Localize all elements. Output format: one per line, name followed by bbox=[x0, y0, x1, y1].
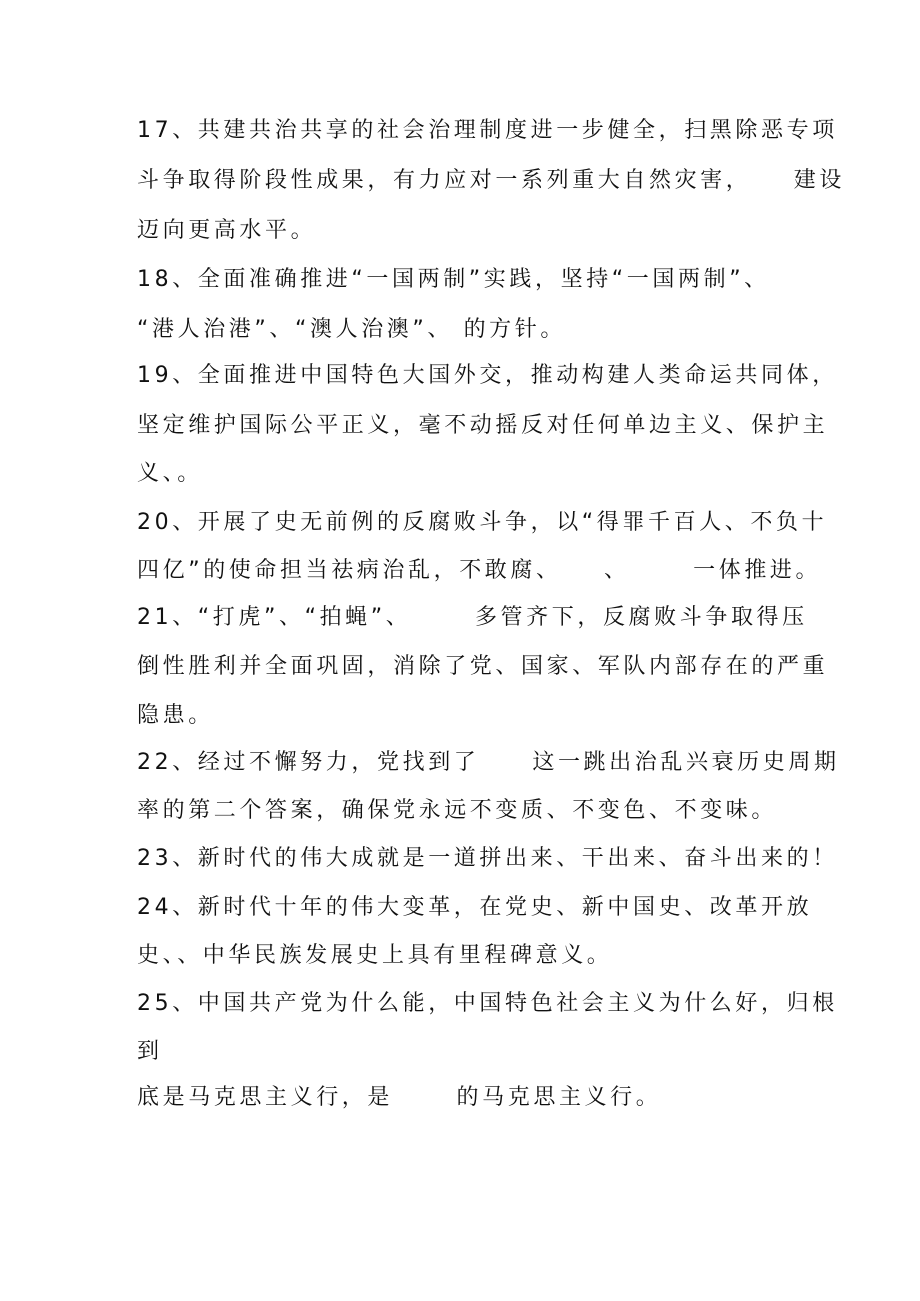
text-line: 倒性胜利并全面巩固，消除了党、国家、军队内部存在的严重 bbox=[137, 654, 829, 679]
text-line: 率的第二个答案，确保党永远不变质、不变色、不变味。 bbox=[137, 798, 778, 823]
text-line: 21、“打虎”、“拍蝇”、 多管齐下，反腐败斗争取得压 bbox=[137, 605, 808, 630]
text-line: 24、新时代十年的伟大变革，在党史、新中国史、改革开放 bbox=[137, 895, 813, 920]
text-line: 25、中国共产党为什么能，中国特色社会主义为什么好，归根 bbox=[137, 991, 838, 1016]
text-line: 20、开展了史无前例的反腐败斗争，以“得罪千百人、不负十 bbox=[137, 510, 828, 535]
text-line: 17、共建共治共享的社会治理制度进一步健全，扫黑除恶专项 bbox=[137, 118, 838, 143]
text-line: 18、全面准确推进“一国两制”实践，坚持“一国两制”、 bbox=[137, 267, 770, 292]
text-line: “港人治港”、“澳人治澳”、 的方针。 bbox=[137, 317, 566, 342]
text-line: 坚定维护国际公平正义，毫不动摇反对任何单边主义、保护主 bbox=[137, 413, 829, 438]
text-line: 底是马克思主义行，是 的马克思主义行。 bbox=[137, 1085, 662, 1110]
text-line: 斗争取得阶段性成果，有力应对一系列重大自然灾害， 建设 bbox=[137, 168, 845, 193]
text-line: 迈向更高水平。 bbox=[137, 218, 317, 243]
text-line: 史、、中华民族发展史上具有里程碑意义。 bbox=[137, 943, 613, 968]
text-line: 到 bbox=[137, 1039, 163, 1064]
text-line: 义、。 bbox=[137, 461, 203, 486]
text-line: 19、全面推进中国特色大国外交，推动构建人类命运共同体， bbox=[137, 363, 838, 388]
text-line: 22、经过不懈努力，党找到了 这一跳出治乱兴衰历史周期 bbox=[137, 750, 840, 775]
text-line: 四亿”的使命担当祛病治乱，不敢腐、 、 一体推进。 bbox=[137, 558, 822, 583]
text-line: 23、新时代的伟大成就是一道拼出来、干出来、奋斗出来的！ bbox=[137, 846, 838, 871]
text-line: 隐患。 bbox=[137, 703, 214, 728]
